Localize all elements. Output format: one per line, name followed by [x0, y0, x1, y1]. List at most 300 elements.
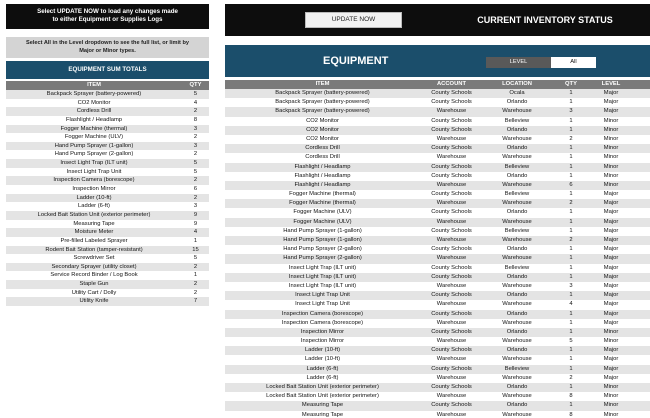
cell-account: Warehouse: [436, 108, 467, 115]
equipment-table-row: [225, 392, 650, 401]
cell-level: Major: [603, 319, 619, 326]
cell-location: Warehouse: [502, 154, 532, 161]
cell-item: Inspection Mirror: [300, 338, 345, 345]
sum-table-row: [6, 125, 209, 134]
cell-qty: 2: [569, 374, 573, 381]
cell-location: Orlando: [506, 246, 528, 253]
sum-cell-item: Ladder (6-ft): [78, 203, 110, 210]
sum-table-row: [6, 194, 209, 203]
equipment-table-row: [225, 264, 650, 273]
equipment-table-header: [225, 80, 650, 89]
cell-item: Ladder (6-ft): [306, 365, 339, 372]
equipment-table-row: [225, 411, 650, 418]
cell-item: Flashlight / Headlamp: [294, 172, 351, 179]
cell-level: Major: [603, 108, 619, 115]
cell-qty: 2: [569, 135, 573, 142]
sum-cell-item: Locked Bait Station Unit (exterior perimeter): [37, 211, 151, 218]
update-now-button[interactable]: UPDATE NOW: [305, 12, 402, 28]
equipment-table-row: [225, 245, 650, 254]
equipment-sum-totals-title: EQUIPMENT SUM TOTALS: [6, 61, 209, 79]
cell-account: County Schools: [431, 163, 472, 170]
equipment-table-row: [225, 346, 650, 355]
cell-account: County Schools: [431, 347, 472, 354]
equipment-table-row: [225, 374, 650, 383]
cell-location: Ocala: [509, 90, 525, 96]
cell-account: Warehouse: [436, 135, 467, 142]
cell-qty: 1: [569, 209, 573, 216]
sum-table-row: [6, 168, 209, 177]
cell-level: Major: [603, 99, 619, 106]
cell-location: Orlando: [506, 347, 528, 354]
cell-account: Warehouse: [436, 154, 467, 161]
cell-qty: 2: [569, 237, 573, 243]
sum-cell-qty: 2: [193, 281, 198, 288]
cell-item: Inspection Camera (borescope): [281, 310, 364, 317]
cell-account: County Schools: [431, 384, 472, 390]
cell-location: Warehouse: [502, 356, 532, 363]
sum-table-row: [6, 297, 209, 306]
sum-table-row: [6, 237, 209, 246]
update-notice: [6, 4, 209, 29]
cell-qty: 8: [569, 411, 573, 418]
cell-item: CO2 Monitor: [306, 135, 339, 142]
equipment-table-row: [225, 172, 650, 181]
cell-location: Belleview: [504, 191, 530, 198]
cell-item: Locked Bait Station Unit (exterior perimeter): [266, 393, 379, 400]
cell-level: Major: [603, 365, 619, 372]
cell-account: Warehouse: [436, 255, 467, 262]
cell-item: Locked Bait Station Unit (exterior perimeter): [266, 384, 379, 390]
cell-item: Hand Pump Sprayer (1-gallon): [283, 227, 362, 234]
cell-level: Major: [603, 246, 619, 253]
equipment-table-row: [225, 227, 650, 236]
cell-location: Orlando: [506, 384, 528, 390]
cell-level: Major: [603, 301, 619, 308]
equipment-table-row: [225, 291, 650, 300]
cell-item: Inspection Camera (borescope): [281, 319, 364, 326]
sum-cell-item: Fogger Machine (thermal): [60, 125, 128, 132]
sum-table-row: [6, 289, 209, 298]
sum-table-row: [6, 263, 209, 272]
equipment-table-row: [225, 401, 650, 410]
cell-level: Major: [603, 200, 619, 207]
cell-item: Flashlight / Headlamp: [294, 163, 351, 170]
cell-location: Belleview: [504, 227, 530, 234]
cell-qty: 1: [569, 90, 573, 96]
sum-cell-item: Inspection Mirror: [72, 186, 116, 193]
cell-qty: 1: [569, 191, 573, 198]
sum-cell-item: Moisture Meter: [74, 229, 114, 236]
cell-account: County Schools: [431, 310, 472, 317]
sum-table-row: [6, 254, 209, 263]
sum-table-row: [6, 99, 209, 108]
cell-qty: 1: [569, 145, 573, 152]
cell-location: Warehouse: [502, 135, 532, 142]
cell-location: Orlando: [506, 172, 528, 179]
equipment-table-row: [225, 135, 650, 144]
cell-qty: 1: [569, 328, 573, 335]
cell-location: Warehouse: [502, 411, 532, 418]
equipment-table-row: [225, 181, 650, 190]
sum-cell-qty: 2: [193, 177, 198, 184]
cell-account: County Schools: [431, 172, 472, 179]
current-inventory-status-title: CURRENT INVENTORY STATUS: [477, 15, 613, 25]
equipment-table-row: [225, 163, 650, 172]
sum-cell-qty: 2: [193, 194, 198, 201]
sum-header-qty: QTY: [189, 82, 202, 88]
cell-item: Hand Pump Sprayer (1-gallon): [283, 237, 362, 243]
cell-qty: 1: [569, 218, 573, 225]
cell-account: County Schools: [431, 99, 472, 106]
cell-item: Insect Light Trap Unit: [295, 292, 350, 299]
cell-location: Warehouse: [502, 108, 532, 115]
equipment-table-row: [225, 153, 650, 162]
cell-level: Minor: [603, 411, 619, 418]
cell-item: Fogger Machine (ULV): [293, 218, 352, 225]
cell-location: Belleview: [504, 117, 530, 124]
cell-item: Insect Light Trap (ILT unit): [288, 264, 357, 271]
cell-level: Minor: [603, 135, 619, 142]
sum-cell-qty: 4: [193, 229, 198, 236]
sum-cell-item: Backpack Sprayer (battery-powered): [46, 91, 142, 97]
sum-cell-qty: 5: [193, 168, 198, 175]
cell-qty: 4: [569, 301, 573, 308]
cell-qty: 3: [569, 108, 573, 115]
cell-qty: 1: [569, 172, 573, 179]
equipment-table-row: [225, 190, 650, 199]
equipment-table: [225, 80, 650, 418]
sum-table-row: [6, 211, 209, 220]
header-level[interactable]: LEVEL: [601, 81, 621, 87]
cell-account: County Schools: [431, 402, 472, 409]
cell-location: Orlando: [506, 145, 528, 152]
cell-qty: 1: [569, 384, 573, 390]
sum-cell-item: Insect Light Trap Unit: [66, 168, 122, 175]
notice-line-2: to either Equipment or Supplies Logs: [52, 16, 163, 23]
cell-qty: 1: [569, 365, 573, 372]
level-dropdown[interactable]: All: [551, 57, 596, 68]
cell-account: Warehouse: [436, 374, 467, 381]
sum-cell-qty: 8: [193, 116, 198, 123]
sum-cell-qty: 2: [193, 134, 198, 141]
sum-table-row: [6, 185, 209, 194]
equipment-table-row: [225, 107, 650, 116]
equipment-table-row: [225, 199, 650, 208]
sum-table-header: [6, 81, 209, 90]
sum-table-row: [6, 133, 209, 142]
cell-location: Orlando: [506, 273, 528, 280]
header-qty[interactable]: QTY: [565, 81, 577, 87]
cell-qty: 1: [569, 255, 573, 262]
sum-table-row: [6, 159, 209, 168]
cell-qty: 6: [569, 181, 573, 188]
cell-account: Warehouse: [436, 411, 467, 418]
cell-qty: 1: [569, 347, 573, 354]
sum-cell-item: Pre-filled Labeled Sprayer: [60, 237, 128, 244]
cell-level: Major: [603, 264, 619, 271]
notice-line-1: Select UPDATE NOW to load any changes made: [37, 8, 178, 15]
cell-location: Orlando: [506, 402, 528, 409]
sum-cell-item: Screwdriver Set: [73, 255, 115, 262]
cell-item: CO2 Monitor: [306, 117, 339, 124]
cell-level: Major: [603, 227, 619, 234]
cell-level: Major: [603, 310, 619, 317]
sum-cell-qty: 2: [193, 151, 198, 158]
cell-level: Minor: [603, 145, 619, 152]
equipment-table-row: [225, 365, 650, 374]
cell-item: Hand Pump Sprayer (2-gallon): [283, 255, 362, 262]
cell-qty: 2: [569, 200, 573, 207]
sum-cell-qty: 2: [193, 263, 198, 270]
sum-table-row: [6, 107, 209, 116]
cell-level: Major: [603, 282, 619, 289]
cell-level: Major: [603, 292, 619, 299]
sum-cell-qty: 3: [193, 142, 198, 149]
cell-level: Minor: [603, 328, 619, 335]
cell-item: Hand Pump Sprayer (2-gallon): [283, 246, 362, 253]
cell-qty: 1: [569, 227, 573, 234]
cell-level: Minor: [603, 181, 619, 188]
sum-cell-item: Hand Pump Sprayer (1-gallon): [54, 142, 134, 149]
cell-level: Major: [603, 255, 619, 262]
sum-cell-qty: 3: [193, 203, 198, 210]
cell-account: Warehouse: [436, 356, 467, 363]
sum-cell-item: Cordless Drill: [76, 108, 112, 115]
cell-level: Major: [603, 209, 619, 216]
cell-level: Minor: [603, 117, 619, 124]
cell-location: Orlando: [506, 292, 528, 299]
cell-level: Minor: [603, 154, 619, 161]
cell-qty: 1: [569, 292, 573, 299]
cell-level: Minor: [603, 338, 619, 345]
cell-item: Backpack Sprayer (battery-powered): [275, 90, 370, 96]
cell-location: Belleview: [504, 264, 530, 271]
equipment-table-row: [225, 328, 650, 337]
sum-cell-qty: 2: [193, 289, 198, 296]
sum-table-row: [6, 116, 209, 125]
cell-item: Fogger Machine (thermal): [289, 200, 356, 207]
sum-table-body: [6, 90, 209, 306]
sum-cell-qty: 9: [193, 220, 198, 227]
cell-item: Ladder (6-ft): [306, 374, 339, 381]
sum-table-row: [6, 246, 209, 255]
cell-qty: 1: [569, 319, 573, 326]
sum-cell-qty: 1: [193, 237, 198, 244]
sum-cell-item: Secondary Sprayer (utility closet): [51, 263, 137, 270]
sum-cell-item: Inspection Camera (borescope): [53, 177, 135, 184]
cell-account: County Schools: [431, 90, 472, 96]
header-item[interactable]: ITEM: [315, 81, 330, 87]
cell-level: Major: [603, 237, 619, 243]
cell-level: Minor: [603, 402, 619, 409]
sum-table-row: [6, 150, 209, 159]
equipment-title: EQUIPMENT: [323, 55, 389, 67]
cell-level: Major: [603, 347, 619, 354]
cell-qty: 1: [569, 273, 573, 280]
sum-cell-item: Service Record Binder / Log Book: [50, 272, 138, 279]
sum-cell-item: Fogger Machine (ULV): [64, 134, 124, 141]
cell-item: Flashlight / Headlamp: [294, 181, 351, 188]
cell-level: Major: [603, 356, 619, 363]
cell-location: Orlando: [506, 99, 528, 106]
sum-cell-item: Ladder (10-ft): [76, 194, 112, 201]
equipment-table-row: [225, 383, 650, 392]
sum-cell-item: Utility Knife: [79, 298, 109, 305]
cell-account: Warehouse: [436, 218, 467, 225]
cell-account: Warehouse: [436, 282, 467, 289]
cell-location: Warehouse: [502, 181, 532, 188]
cell-qty: 5: [569, 338, 573, 345]
equipment-table-row: [225, 208, 650, 217]
cell-account: County Schools: [431, 227, 472, 234]
sum-cell-qty: 5: [193, 255, 198, 262]
cell-item: Fogger Machine (ULV): [293, 209, 352, 216]
equipment-table-row: [225, 117, 650, 126]
equipment-table-row: [225, 310, 650, 319]
cell-qty: 8: [569, 393, 573, 400]
cell-qty: 1: [569, 163, 573, 170]
cell-account: County Schools: [431, 145, 472, 152]
cell-qty: 1: [569, 310, 573, 317]
sum-cell-item: Hand Pump Sprayer (2-gallon): [54, 151, 134, 158]
cell-location: Warehouse: [502, 319, 532, 326]
header-account[interactable]: ACCOUNT: [437, 81, 466, 87]
sum-table-row: [6, 142, 209, 151]
cell-qty: 1: [569, 117, 573, 124]
equipment-table-row: [225, 236, 650, 245]
equipment-table-row: [225, 337, 650, 346]
cell-account: Warehouse: [436, 393, 467, 400]
cell-account: County Schools: [431, 209, 472, 216]
cell-location: Warehouse: [502, 338, 532, 345]
sum-table-row: [6, 280, 209, 289]
cell-location: Warehouse: [502, 255, 532, 262]
cell-level: Minor: [603, 384, 619, 390]
sum-cell-qty: 5: [193, 91, 198, 97]
equipment-table-body: [225, 89, 650, 418]
cell-qty: 1: [569, 264, 573, 271]
instructions-line-2: Major or Minor types.: [79, 48, 136, 54]
cell-account: County Schools: [431, 365, 472, 372]
cell-level: Major: [603, 273, 619, 280]
sum-header-item: ITEM: [87, 82, 101, 88]
cell-account: Warehouse: [436, 200, 467, 207]
cell-level: Major: [603, 191, 619, 198]
cell-qty: 1: [569, 246, 573, 253]
header-location[interactable]: LOCATION: [502, 81, 532, 87]
sum-table-row: [6, 90, 209, 99]
cell-location: Orlando: [506, 126, 528, 133]
cell-level: Major: [603, 374, 619, 381]
equipment-table-row: [225, 218, 650, 227]
cell-account: County Schools: [431, 126, 472, 133]
sum-cell-item: Utility Cart / Dolly: [71, 289, 117, 296]
sum-cell-item: Flashlight / Headlamp: [65, 116, 123, 123]
cell-location: Warehouse: [502, 301, 532, 308]
cell-item: Backpack Sprayer (battery-powered): [275, 99, 370, 106]
sum-cell-qty: 15: [192, 246, 199, 253]
cell-item: Cordless Drill: [305, 154, 340, 161]
sum-cell-qty: 1: [193, 272, 198, 279]
cell-qty: 1: [569, 126, 573, 133]
cell-qty: 1: [569, 402, 573, 409]
cell-qty: 3: [569, 282, 573, 289]
cell-account: County Schools: [431, 328, 472, 335]
sum-cell-item: CO2 Monitor: [77, 99, 111, 106]
cell-account: Warehouse: [436, 319, 467, 326]
equipment-table-row: [225, 254, 650, 263]
sum-table-row: [6, 228, 209, 237]
left-panel: [6, 4, 209, 418]
cell-item: Ladder (10-ft): [304, 347, 341, 354]
cell-level: Major: [603, 218, 619, 225]
cell-account: County Schools: [431, 191, 472, 198]
cell-item: Ladder (10-ft): [304, 356, 341, 363]
equipment-table-row: [225, 300, 650, 309]
cell-level: Minor: [603, 163, 619, 170]
equipment-table-row: [225, 282, 650, 291]
cell-level: Major: [603, 90, 619, 96]
cell-account: Warehouse: [436, 237, 467, 243]
cell-level: Minor: [603, 126, 619, 133]
sum-cell-item: Insect Light Trap (ILT unit): [60, 160, 128, 167]
cell-account: Warehouse: [436, 338, 467, 345]
cell-location: Belleview: [504, 163, 530, 170]
cell-account: County Schools: [431, 292, 472, 299]
sum-cell-qty: 3: [193, 125, 198, 132]
sum-table-row: [6, 176, 209, 185]
cell-level: Minor: [603, 393, 619, 400]
sum-table-row: [6, 220, 209, 229]
sum-cell-item: Staple Gun: [79, 281, 109, 288]
sum-cell-item: Rodent Bait Station (tamper-resistant): [45, 246, 143, 253]
level-label: LEVEL: [486, 57, 551, 68]
cell-location: Orlando: [506, 328, 528, 335]
cell-level: Minor: [603, 172, 619, 179]
level-instructions: [6, 37, 209, 58]
instructions-line-1: Select All in the Level dropdown to see the full list, or limit by: [26, 40, 189, 46]
sum-cell-qty: 2: [193, 108, 198, 115]
equipment-table-row: [225, 273, 650, 282]
cell-item: Measuring Tape: [301, 402, 344, 409]
equipment-table-row: [225, 319, 650, 328]
cell-location: Warehouse: [502, 218, 532, 225]
equipment-table-row: [225, 355, 650, 364]
equipment-table-row: [225, 98, 650, 107]
cell-account: County Schools: [431, 117, 472, 124]
sum-table-row: [6, 202, 209, 211]
equipment-table-row: [225, 144, 650, 153]
sum-table-row: [6, 271, 209, 280]
cell-account: County Schools: [431, 246, 472, 253]
sum-cell-qty: 7: [193, 298, 198, 305]
top-bar: [225, 4, 650, 36]
cell-location: Warehouse: [502, 282, 532, 289]
cell-item: Insect Light Trap Unit: [295, 301, 350, 308]
cell-item: Cordless Drill: [305, 145, 340, 152]
cell-account: Warehouse: [436, 301, 467, 308]
cell-item: Insect Light Trap (ILT unit): [288, 282, 357, 289]
cell-qty: 1: [569, 356, 573, 363]
cell-account: County Schools: [431, 264, 472, 271]
cell-item: Measuring Tape: [301, 411, 344, 418]
cell-item: CO2 Monitor: [306, 126, 339, 133]
cell-account: County Schools: [431, 273, 472, 280]
cell-qty: 1: [569, 154, 573, 161]
cell-item: Fogger Machine (thermal): [289, 191, 356, 198]
equipment-header: [225, 45, 650, 77]
sum-cell-qty: 9: [193, 211, 198, 218]
